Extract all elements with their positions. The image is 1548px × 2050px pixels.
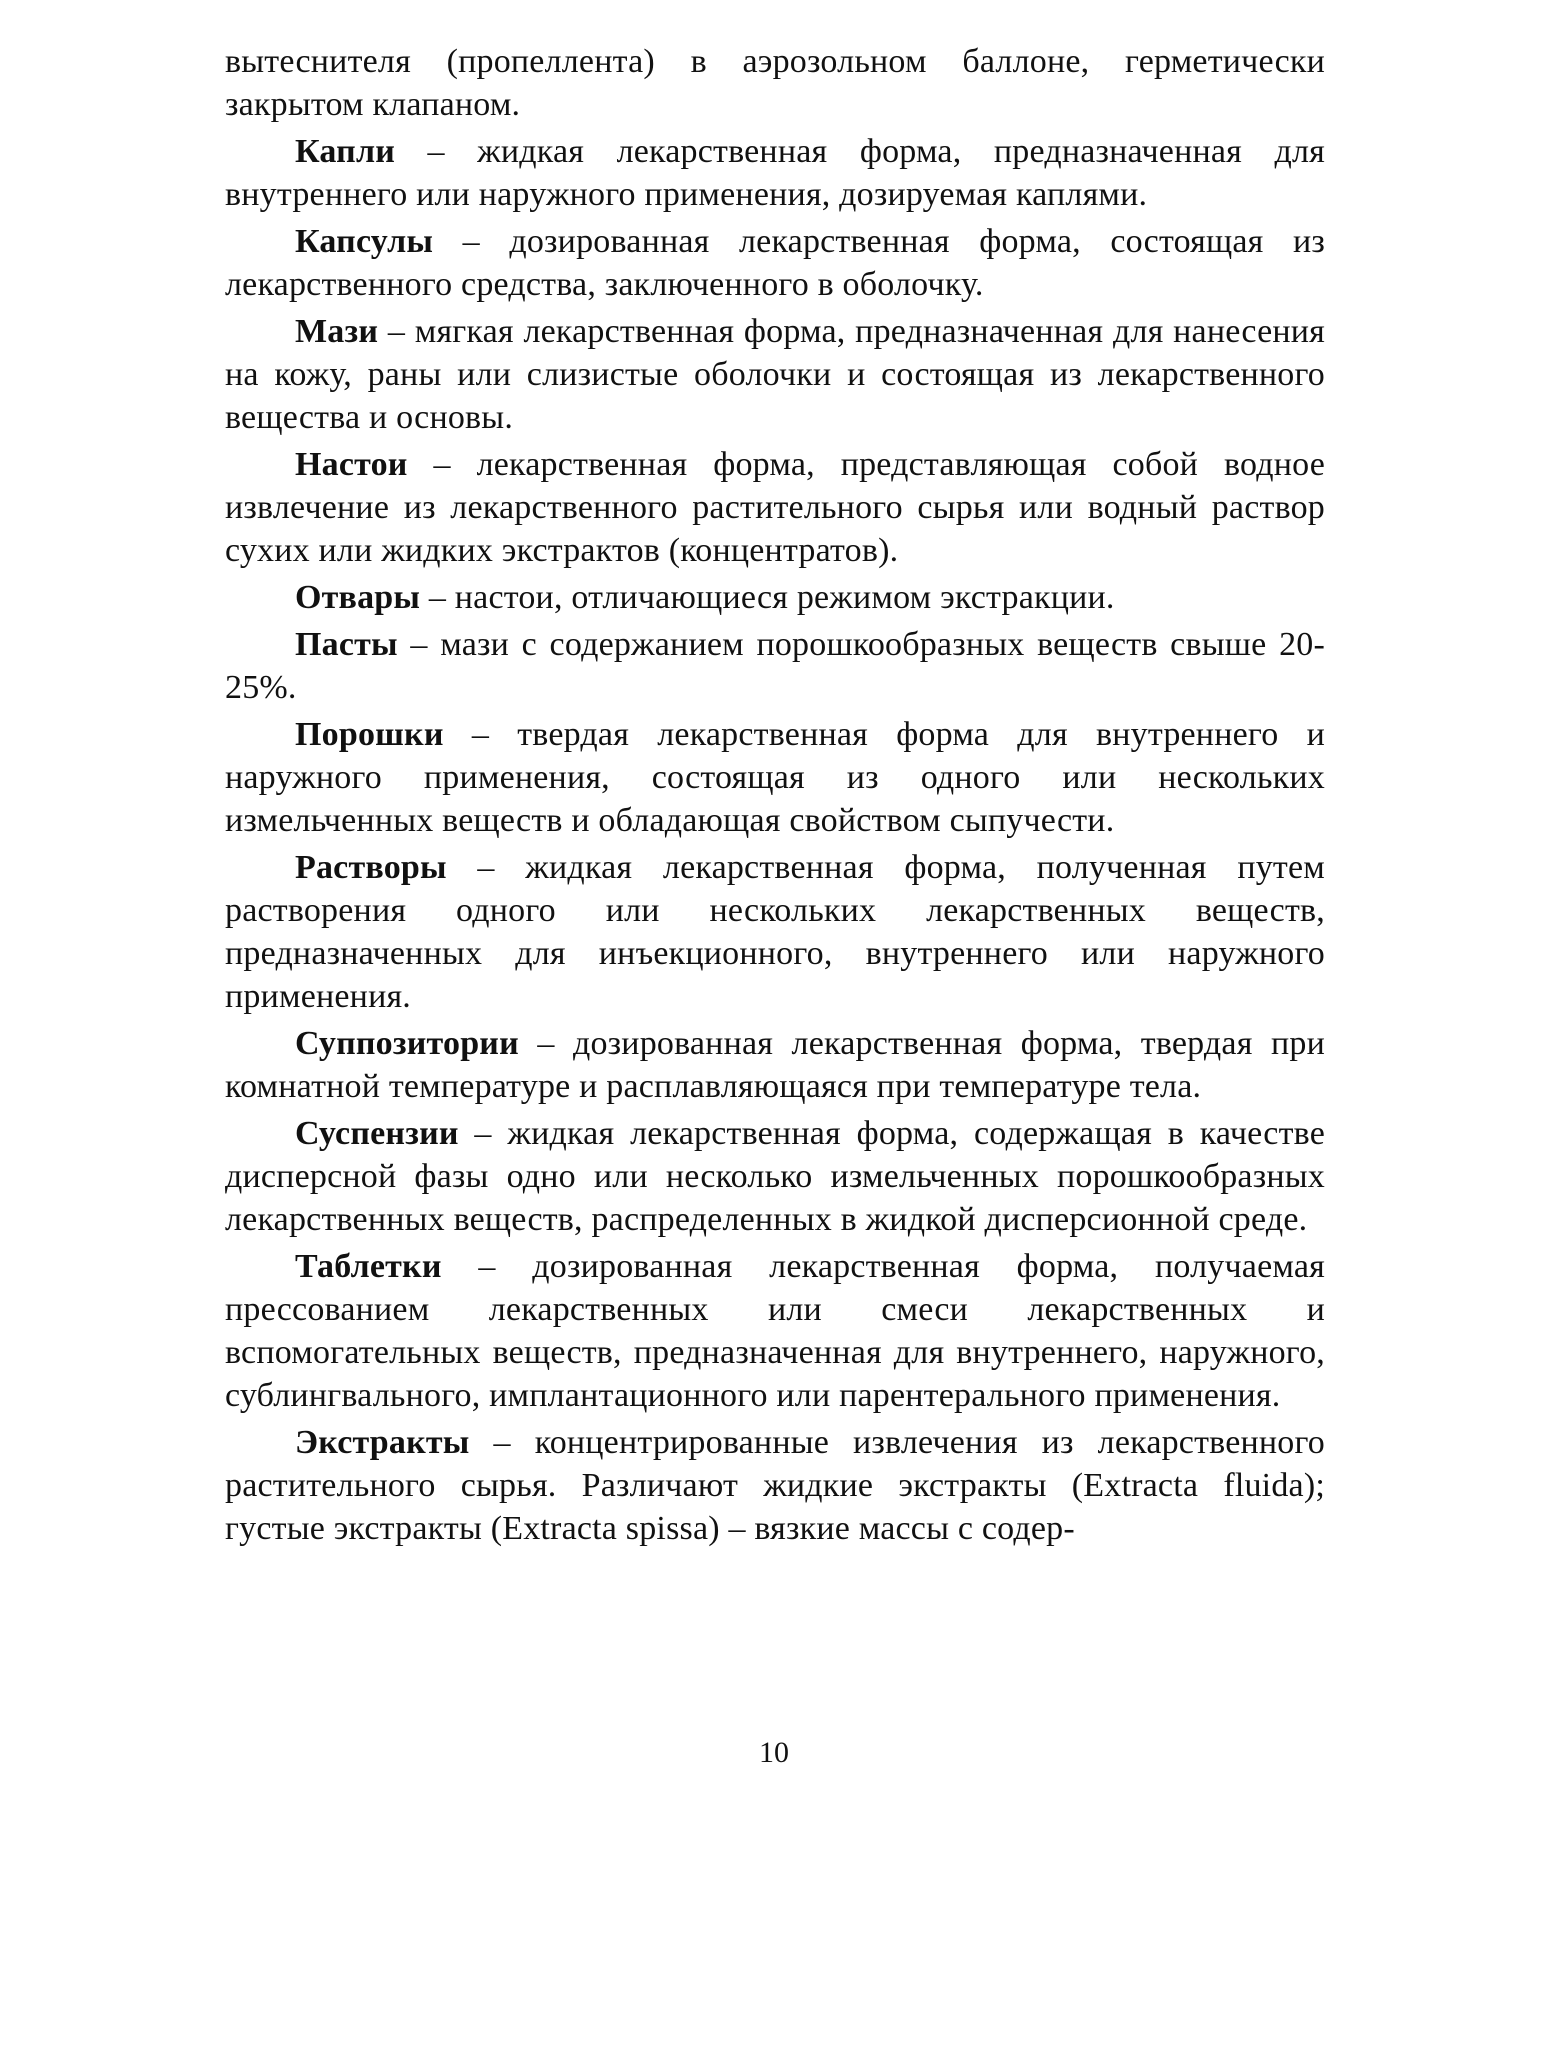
- intro-paragraph: вытеснителя (пропеллента) в аэрозольном баллоне, герметически закрытом клапаном.: [225, 43, 1325, 123]
- definition-term: Растворы: [295, 849, 447, 886]
- definition-text: – жидкая лекарственная форма, содержащая в качестве дисперсной фазы одно или несколько измельченных порошкообразных лекарственных веществ, распределенных в жидкой дисперсионной среде.: [225, 1115, 1325, 1238]
- page-body: [225, 40, 1325, 1554]
- definition-term: Пасты: [295, 626, 398, 663]
- definition-tablets: [225, 1245, 1325, 1417]
- definition-term: Капсулы: [295, 223, 434, 260]
- definition-text: – настои, отличающиеся режимом экстракции.: [420, 579, 1115, 616]
- definition-solutions: [225, 846, 1325, 1018]
- definition-term: Суппозитории: [295, 1025, 519, 1062]
- definition-text: – дозированная лекарственная форма, твердая при комнатной температуре и расплавляющаяся при температуре тела.: [225, 1025, 1325, 1105]
- definition-drops: [225, 130, 1325, 216]
- definition-term: Мази: [295, 313, 379, 350]
- definition-ointments: [225, 310, 1325, 439]
- definition-text: – мягкая лекарственная форма, предназначенная для нанесения на кожу, раны или слизистые оболочки и состоящая из лекарственного вещества и основы.: [225, 313, 1325, 436]
- definition-term: Суспензии: [295, 1115, 459, 1152]
- definition-term: Порошки: [295, 716, 444, 753]
- definition-text: – дозированная лекарственная форма, состоящая из лекарственного средства, заключенного в оболочку.: [225, 223, 1325, 303]
- definition-text: – лекарственная форма, представляющая собой водное извлечение из лекарственного растительного сырья или водный раствор сухих или жидких экстрактов (концентратов).: [225, 446, 1325, 569]
- definition-term: Отвары: [295, 579, 421, 616]
- definition-suppositories: [225, 1022, 1325, 1108]
- definition-term: Капли: [295, 133, 396, 170]
- definition-pastes: [225, 623, 1325, 709]
- definition-suspensions: [225, 1112, 1325, 1241]
- definition-term: Настои: [295, 446, 408, 483]
- definition-text: – дозированная лекарственная форма, получаемая прессованием лекарственных или смеси лекарственных и вспомогательных веществ, предназначенная для внутреннего, наружного, сублингвального, имплантационного или парентерального применения.: [225, 1248, 1325, 1414]
- page-number: 10: [759, 1736, 789, 1769]
- definition-powders: [225, 713, 1325, 842]
- definition-text: – концентрированные извлечения из лекарственного растительного сырья. Различают жидкие экстракты (Extracta fluida); густые экстракты (Extracta spissa) – вязкие массы с содер-: [225, 1424, 1325, 1547]
- definition-capsules: [225, 220, 1325, 306]
- definition-infusions: [225, 443, 1325, 572]
- definition-extracts: [225, 1421, 1325, 1550]
- definition-term: Таблетки: [295, 1248, 442, 1285]
- definition-text: – твердая лекарственная форма для внутреннего и наружного применения, состоящая из одного или нескольких измельченных веществ и обладающая свойством сыпучести.: [225, 716, 1325, 839]
- definition-decoctions: [225, 576, 1325, 619]
- definition-text: – жидкая лекарственная форма, полученная путем растворения одного или нескольких лекарственных веществ, предназначенных для инъекционного, внутреннего или наружного применения.: [225, 849, 1325, 1015]
- definition-text: – мази с содержанием порошкообразных веществ свыше 20-25%.: [225, 626, 1325, 706]
- definition-term: Экстракты: [295, 1424, 470, 1461]
- definition-text: – жидкая лекарственная форма, предназначенная для внутреннего или наружного применения, дозируемая каплями.: [225, 133, 1325, 213]
